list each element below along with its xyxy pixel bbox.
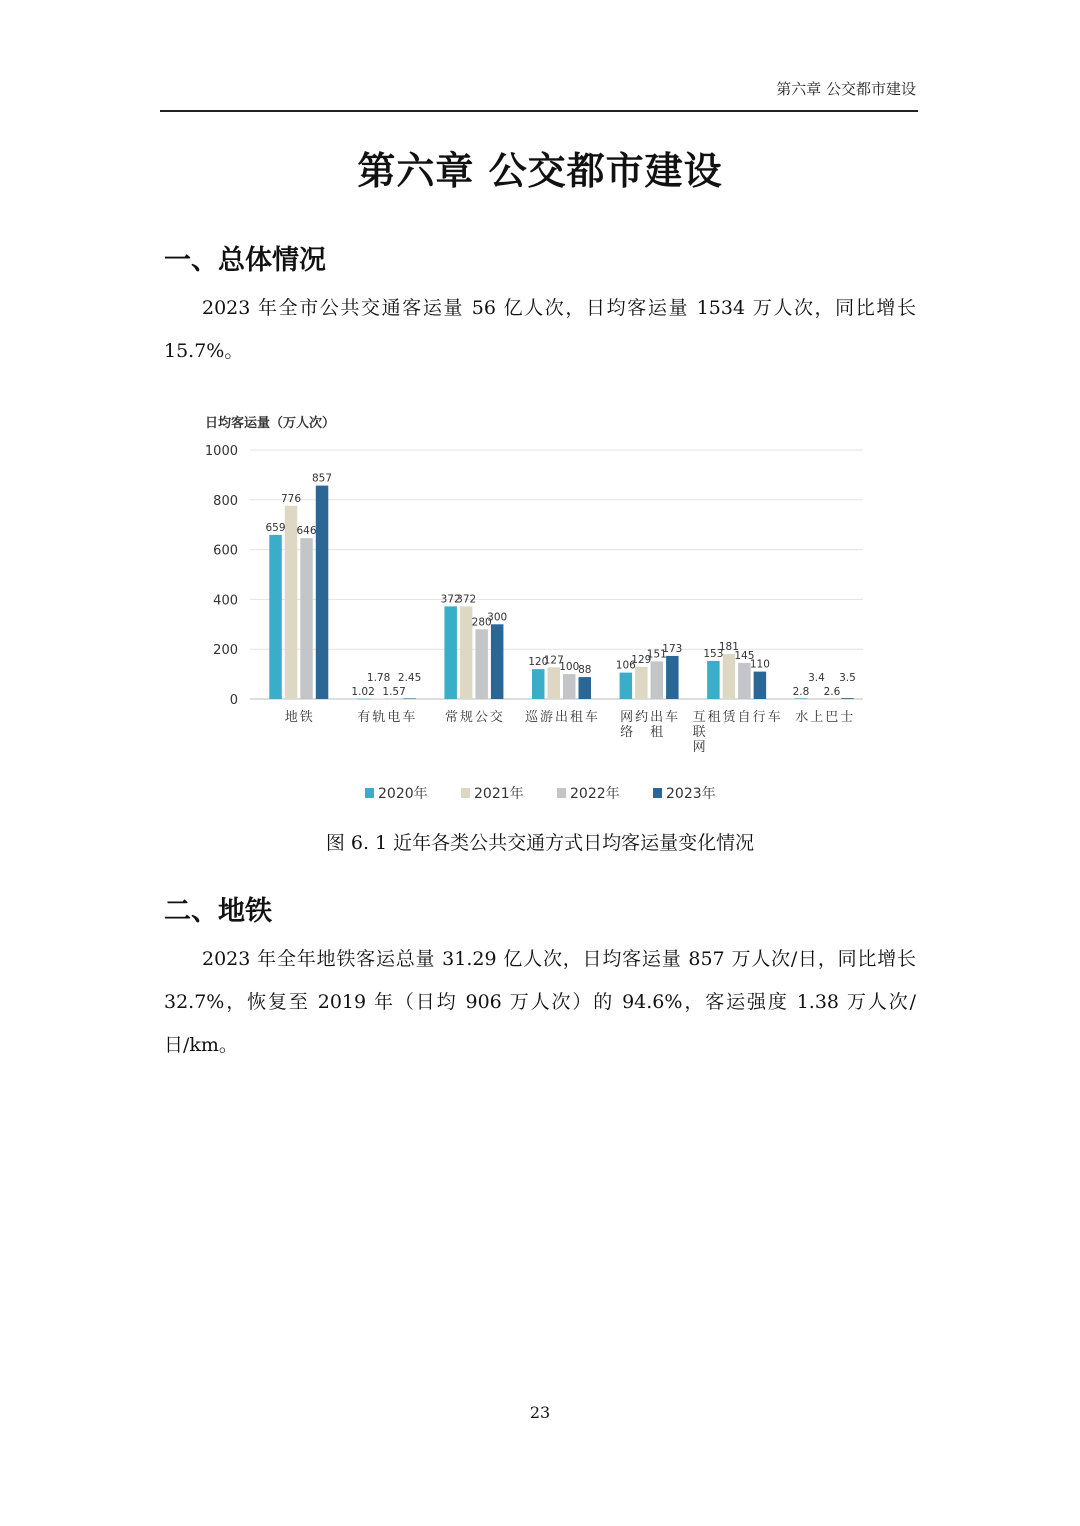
bar <box>491 624 504 699</box>
bar <box>548 667 561 699</box>
running-header <box>160 76 918 112</box>
x-tick-label: 轨 <box>372 710 386 725</box>
bar-value-label: 659 <box>265 521 286 534</box>
bar-value-label: 372 <box>440 593 461 606</box>
bar-value-label: 127 <box>543 654 564 667</box>
x-tick-label: 士 <box>840 710 854 725</box>
bar-value-label: 129 <box>631 653 652 666</box>
bar <box>316 486 329 699</box>
x-tick-label: 规 <box>459 710 473 725</box>
bar <box>754 672 767 699</box>
bar <box>532 669 545 699</box>
legend-label: 2020年 <box>378 786 428 802</box>
bar-value-label: 776 <box>281 492 302 505</box>
x-tick-label: 交 <box>489 710 503 725</box>
x-tick-label: 出 <box>650 710 664 725</box>
x-tick-label: 地 <box>284 710 298 725</box>
section-heading-metro: 二、地铁 <box>164 896 272 927</box>
x-tick-label: 水 <box>795 710 809 725</box>
x-tick-label: 自 <box>737 710 751 725</box>
bar-value-label: 145 <box>734 649 755 662</box>
bar <box>579 677 592 699</box>
x-tick-label: 互 <box>692 710 706 725</box>
running-title: 第六章 公交都市建设 <box>776 80 916 98</box>
legend-swatch <box>557 788 566 798</box>
x-tick-label: 约 <box>635 710 649 725</box>
bar <box>460 606 473 699</box>
y-tick-label: 0 <box>229 693 238 708</box>
bar <box>635 667 648 699</box>
bar <box>723 654 736 699</box>
y-tick-label: 600 <box>213 543 238 559</box>
x-tick-label: 出 <box>554 710 569 725</box>
bar <box>403 698 416 699</box>
y-tick-label: 200 <box>213 643 238 659</box>
y-tick-label: 1000 <box>204 444 238 459</box>
legend-swatch <box>461 788 470 798</box>
bar <box>563 674 576 699</box>
y-axis-ticks <box>205 444 238 708</box>
legend-swatch <box>365 788 374 798</box>
bar <box>810 698 823 699</box>
bar-value-label: 372 <box>456 593 477 606</box>
bar <box>651 661 664 699</box>
chart-legend <box>365 785 716 802</box>
y-tick-label: 400 <box>213 593 238 609</box>
bar-value-label: 153 <box>703 647 724 660</box>
bar-value-label: 2.45 <box>397 672 422 684</box>
bar <box>841 698 854 699</box>
overview-paragraph: 2023 年全市公共交通客运量 56 亿人次，日均客运量 1534 万人次，同比增长 15.7%。 <box>164 297 916 362</box>
y-tick-label: 800 <box>213 493 238 509</box>
bar <box>620 673 633 699</box>
bar <box>269 535 282 699</box>
bar <box>300 538 313 699</box>
x-tick-label: 车 <box>767 710 781 725</box>
bar-value-label: 1.78 <box>366 672 391 684</box>
ridership-bar-chart <box>195 405 875 815</box>
x-tick-label: 铁 <box>299 710 313 725</box>
bar <box>826 698 839 699</box>
legend-label: 2021年 <box>474 786 524 802</box>
x-tick-label: 联 <box>692 725 706 740</box>
bar-value-label: 1.02 <box>351 686 375 698</box>
x-tick-label: 常 <box>444 710 458 725</box>
metro-paragraph: 2023 年全年地铁客运总量 31.29 亿人次，日均客运量 857 万人次/日，同比增长 32.7%，恢复至 2019 年（日均 906 万人次）的 94.6%，客运强度 1.38 万人次/日/km。 <box>164 948 916 1056</box>
bar-value-label: 3.5 <box>839 672 856 684</box>
bar <box>372 699 385 700</box>
bar-value-label: 3.4 <box>808 672 825 684</box>
chapter-title: 第六章 公交都市建设 <box>357 149 723 193</box>
x-tick-label: 车 <box>665 710 679 725</box>
bar-value-label: 120 <box>528 656 549 669</box>
bar <box>666 656 679 699</box>
bar-value-label: 106 <box>615 659 636 672</box>
x-tick-label: 租 <box>569 710 584 725</box>
bar-value-label: 857 <box>312 472 333 485</box>
bar-value-label: 2.6 <box>823 686 841 698</box>
bar-value-label: 1.57 <box>382 686 406 698</box>
bar-value-label: 100 <box>559 661 580 674</box>
x-tick-label: 网 <box>620 710 634 725</box>
x-tick-label: 赁 <box>722 710 736 725</box>
legend-label: 2022年 <box>570 786 620 802</box>
x-tick-label: 行 <box>752 710 766 725</box>
x-tick-label: 公 <box>474 710 488 725</box>
section-heading-overview: 一、总体情况 <box>164 245 326 276</box>
bar-value-label: 300 <box>487 611 508 624</box>
x-tick-label: 巡 <box>524 710 539 725</box>
x-tick-label: 电 <box>387 710 401 725</box>
bar <box>795 698 808 699</box>
bar <box>738 663 751 699</box>
page-number: 23 <box>529 1403 551 1422</box>
x-tick-label: 络 <box>620 725 634 740</box>
bar-value-label: 2.8 <box>792 686 810 698</box>
bar-value-label: 173 <box>662 642 683 655</box>
bar-value-label: 110 <box>749 658 770 671</box>
figure-caption: 图 6. 1 近年各类公共交通方式日均客运量变化情况 <box>325 832 755 854</box>
bar-value-label: 646 <box>296 525 317 538</box>
legend-label: 2023年 <box>666 786 716 802</box>
bar <box>388 699 401 700</box>
bar-value-label: 88 <box>578 664 592 677</box>
x-tick-label: 租 <box>650 725 664 740</box>
bar-value-label: 280 <box>471 616 492 629</box>
bar-value-label: 151 <box>646 648 667 661</box>
x-tick-label: 有 <box>357 710 371 725</box>
x-tick-label: 租 <box>707 710 721 725</box>
chart-value-labels <box>266 473 856 698</box>
legend-swatch <box>653 788 662 798</box>
x-tick-label: 游 <box>539 710 554 725</box>
bar <box>475 629 488 699</box>
bar <box>444 606 457 699</box>
x-tick-label: 网 <box>692 740 706 755</box>
x-tick-label: 车 <box>402 710 416 725</box>
bar-value-label: 181 <box>718 640 739 653</box>
x-tick-label: 巴 <box>825 710 839 725</box>
x-axis-labels <box>285 709 853 755</box>
y-axis-label: 日均客运量（万人次） <box>205 416 336 431</box>
x-tick-label: 车 <box>584 710 599 725</box>
bar <box>707 661 720 699</box>
bar <box>285 506 298 699</box>
bar <box>357 699 370 700</box>
x-tick-label: 上 <box>810 710 824 725</box>
